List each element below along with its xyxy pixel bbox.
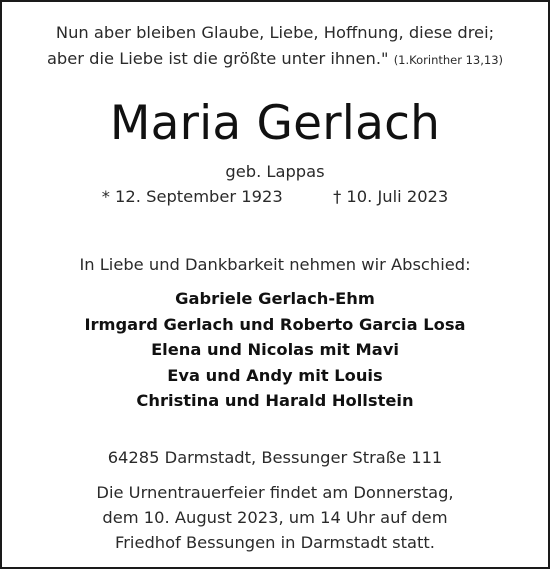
maiden-name: geb. Lappas — [225, 162, 325, 181]
verse-line-1: Nun aber bleiben Glaube, Liebe, Hoffnung, diese drei; — [55, 23, 495, 42]
death-date: 10. Juli 2023 — [346, 187, 449, 206]
service-line-1: Die Urnentrauerfeier findet am Donnerstag, — [96, 483, 454, 502]
mourner-item: Elena und Nicolas mit Mavi — [151, 340, 399, 359]
service-info — [2, 480, 548, 555]
verse-reference: (1.Korinther 13,13) — [393, 53, 504, 67]
verse-line-2 — [2, 46, 548, 73]
mourner-item: Irmgard Gerlach und Roberto Garcia Losa — [84, 314, 466, 334]
service-line-2: dem 10. August 2023, um 14 Uhr auf dem — [102, 508, 448, 527]
deceased-name: Maria Gerlach — [109, 96, 441, 151]
mourner-item: Gabriele Gerlach-Ehm — [175, 289, 375, 308]
farewell-text: In Liebe und Dankbarkeit nehmen wir Abschied: — [79, 255, 471, 274]
service-line-3: Friedhof Bessungen in Darmstadt statt. — [115, 533, 435, 552]
mourner-item: Christina und Harald Hollstein — [136, 391, 414, 410]
birth-symbol: * — [101, 187, 110, 206]
birth-date: 12. September 1923 — [115, 187, 283, 206]
bible-verse — [2, 20, 548, 73]
address: 64285 Darmstadt, Bessunger Straße 111 — [107, 448, 443, 467]
death-symbol: † — [333, 187, 342, 206]
mourners-list — [2, 286, 548, 414]
life-dates — [2, 185, 548, 209]
verse-line-2-text: aber die Liebe ist die größte unter ihnen." — [46, 49, 389, 68]
mourner-item: Eva und Andy mit Louis — [167, 365, 383, 385]
